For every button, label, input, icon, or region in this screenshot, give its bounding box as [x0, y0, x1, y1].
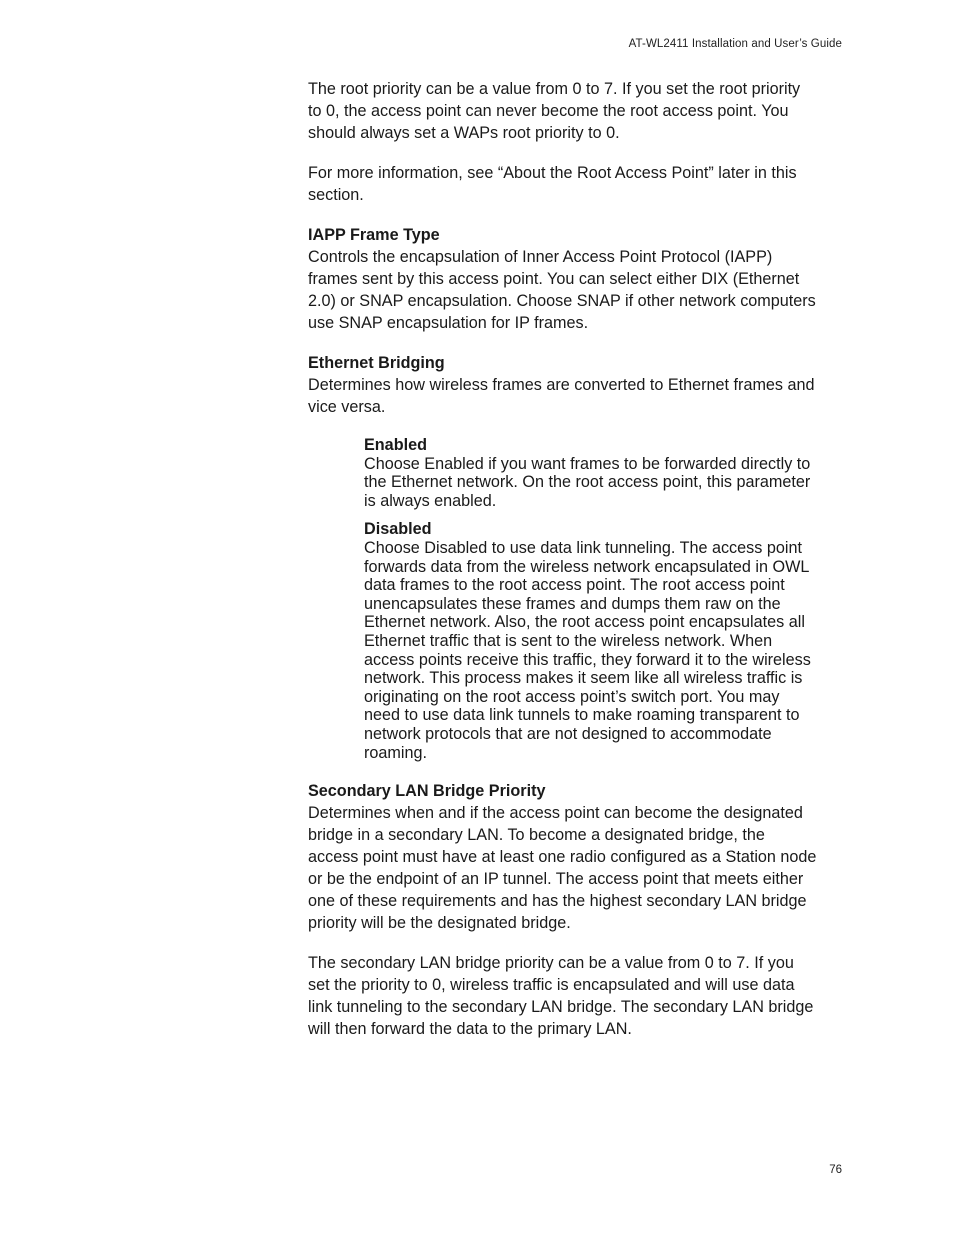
root-priority-paragraph: The root priority can be a value from 0 to 7. If you set the root priority to 0, the access point can never become the root access point. You should always set a WAPs root priority to 0. — [308, 80, 801, 142]
iapp-frame-type-heading: IAPP Frame Type — [308, 226, 440, 244]
secondary-lan-bridge-priority-section — [308, 780, 818, 1040]
option-enabled — [364, 436, 814, 510]
secondary-lan-bridge-priority-heading: Secondary LAN Bridge Priority — [308, 782, 546, 801]
iapp-frame-type-description: Controls the encapsulation of Inner Access Point Protocol (IAPP) frames sent by this access point. You can select either DIX (Ethernet 2.0) or SNAP encapsulation. Choose SNAP if other network computers use SNAP encapsulation for IP frames. — [308, 248, 816, 332]
option-disabled-label: Disabled — [364, 520, 432, 539]
option-disabled-description: Choose Disabled to use data link tunneling. The access point forwards data from the wireless network encapsulated in OWL data frames to the root access point. The root access point unencapsulates these frames and dumps them raw on the Ethernet network. Also, the root access point encapsulates all Ethernet traffic that is sent to the wireless network. When access points receive this traffic, they forward it to the wireless network. This process makes it seem like all wireless traffic is originating on the root access point’s switch port. You may need to use data link tunnels to make roaming transparent to network protocols that are not designed to accommodate roaming. — [364, 538, 811, 762]
page-number: 76 — [829, 1164, 842, 1176]
secondary-lan-bridge-priority-values: The secondary LAN bridge priority can be a value from 0 to 7. If you set the priority to 0, wireless traffic is encapsulated and will use data link tunneling to the secondary LAN bridge. The secondary LAN bridge will then forward the data to the primary LAN. — [308, 954, 814, 1039]
secondary-lan-bridge-priority-description: Determines when and if the access point can become the designated bridge in a secondary LAN. To become a designated bridge, the access point must have at least one radio configured as a Station node or be the endpoint of an IP tunnel. The access point that meets either one of these requirements and has the highest secondary LAN bridge priority will be the designated bridge. — [308, 804, 817, 933]
option-disabled — [364, 520, 814, 762]
ethernet-bridging-heading: Ethernet Bridging — [308, 354, 445, 372]
running-header: AT-WL2411 Installation and User’s Guide — [628, 38, 842, 50]
ethernet-bridging-section — [308, 352, 818, 762]
ethernet-bridging-options — [308, 436, 818, 762]
ethernet-bridging-description: Determines how wireless frames are converted to Ethernet frames and vice versa. — [308, 376, 815, 416]
main-content — [308, 78, 818, 1058]
iapp-frame-type-section — [308, 224, 818, 334]
option-enabled-label: Enabled — [364, 436, 427, 454]
more-info-paragraph: For more information, see “About the Root Access Point” later in this section. — [308, 164, 797, 204]
option-enabled-description: Choose Enabled if you want frames to be forwarded directly to the Ethernet network. On the root access point, this parameter is always enabled. — [364, 454, 811, 510]
